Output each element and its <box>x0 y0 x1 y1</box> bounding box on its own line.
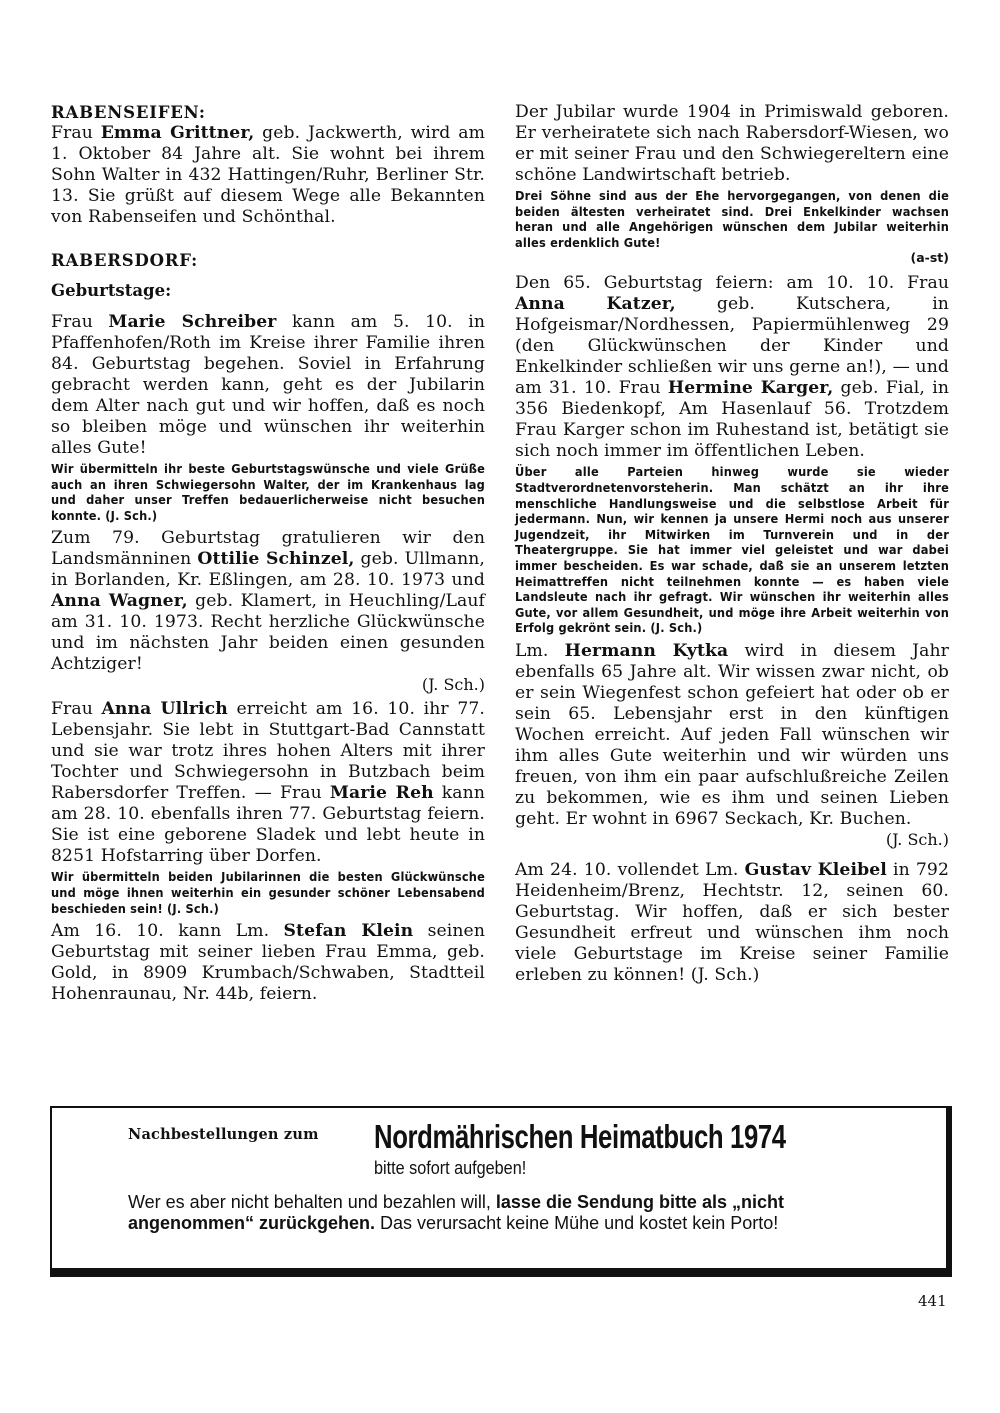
left-column <box>51 102 485 1005</box>
text: Frau <box>51 123 101 143</box>
note-karger: Über alle Parteien hinweg wurde sie wieder Stadtverordnetenvorsteherin. Man schätzt an ihr ihre menschliche Handlungsweise und die selbstlose Arbeit für jedermann. Nun, wir kennen ja unsere Hermi noch aus unserer Jugendzeit, ihr Mitwirken im Turnverein und in der Theatergruppe. Sie hat immer viel geleistet und war dabei immer bescheiden. Es war schade, daß sie an unserem letzten Heimattreffen nicht teilnehmen konnte — es haben viele Landsleute nach ihr gefragt. Wir wünschen ihr weiterhin alles Gute, vor allem Gesundheit, und möge ihre Arbeit weiterhin von Erfolg gekrönt sein. (J. Sch.) <box>515 464 950 636</box>
paragraph-kleibel <box>515 860 949 986</box>
advertisement-box <box>50 1106 952 1277</box>
paragraph-kytka <box>515 641 949 830</box>
person-name: Hermann Kytka <box>564 640 729 661</box>
text: Am 16. 10. kann Lm. <box>51 921 284 942</box>
text: erreicht am 16. 10. ihr 77. Lebensjahr. Sie lebt in Stuttgart-Bad Cannstatt und sie war trotz ihres hohen Alters mit ihrer Tochter und Schwiegersohn in Butzbach beim Rabersdorfer Treffen. — Frau <box>51 699 485 804</box>
paragraph-katzer-karger <box>515 273 949 462</box>
text: Das verursacht keine Mühe und kostet kein Porto! <box>375 1213 779 1233</box>
text: seinen Geburtstag mit seiner lieben Frau Emma, geb. Gold, in 8909 Krumbach/Schwaben, Stadtteil Hohenraunau, Nr. 44b, feiern. <box>51 921 485 1005</box>
person-name: Ottilie Schinzel, <box>197 549 355 570</box>
text: kann am 28. 10. ebenfalls ihren 77. Geburtstag feiern. Sie ist eine geborene Sladek und lebt heute in 8251 Hofstarring über Dorfen. <box>51 783 485 867</box>
paragraph-schreiber <box>51 312 485 459</box>
text: Frau <box>51 699 102 720</box>
person-name: Stefan Klein <box>283 921 414 942</box>
paragraph-jubilar: Der Jubilar wurde 1904 in Primiswald geboren. Er verheiratete sich nach Rabersdorf-Wiesen, wo er mit seiner Frau und den Schwiegereltern eine schöne Landwirtschaft betrieb. <box>515 102 949 185</box>
paragraph-ullrich-reh <box>51 699 485 867</box>
text: geb. Ullmann, in Borlanden, Kr. Eßlingen, am 28. 10. 1973 und <box>51 549 485 591</box>
right-column <box>515 102 949 986</box>
text: kann am 5. 10. in Pfaffenhofen/Roth im Kreise ihrer Familie ihren 84. Geburtstag begehen. Soviel in Erfahrung gebracht werden kann, geht es der Jubilarin dem Alter nach gut und wir hoffen, daß es noch so bleiben möge und wünschen ihr weiterhin alles Gute! <box>51 312 485 458</box>
text: Wer es aber nicht behalten und bezahlen will, <box>128 1192 496 1212</box>
paragraph-klein <box>51 921 485 1005</box>
text: geb. Jackwerth, wird am 1. Oktober 84 Jahre alt. Sie wohnt bei ihrem Sohn Walter in 432 Hattingen/Ruhr, Berliner Str. 13. Sie grüßt auf diesem Wege alle Bekannten von Rabenseifen und Schönthal. <box>51 123 485 227</box>
signature: (a-st) <box>910 250 949 266</box>
note-ullrich-reh: Wir übermitteln beiden Jubilarinnen die besten Glückwünsche und möge ihnen weiterhin ein gesunder schöner Lebensabend beschieden sein! (J. Sch.) <box>51 869 486 916</box>
section-heading-rabenseifen: RABENSEIFEN: <box>51 103 206 122</box>
signature: (J. Sch.) <box>885 829 949 849</box>
text: Frau <box>51 312 109 332</box>
person-name: Anna Wagner, <box>51 591 188 612</box>
person-name: Emma Grittner, <box>100 123 255 143</box>
ad-lead-text: Nachbestellungen zum <box>128 1126 319 1143</box>
text: Zum 79. Geburtstag gratulieren wir den Landsmänninen <box>51 528 485 570</box>
text: geb. Kutschera, in Hofgeismar/Nordhessen, Papiermühlenweg 29 (den Glückwünschen der Kinder und Enkelkinder schließen wir uns gerne an!), — und am 31. 10. Frau <box>515 294 949 399</box>
signature: (J. Sch.) <box>421 675 485 695</box>
paragraph-schinzel-wagner <box>51 528 485 675</box>
text: geb. Klamert, in Heuchling/Lauf am 31. 10. 1973. Recht herzliche Glückwünsche und im nächsten Jahr beiden einen gesunden Achtziger! <box>51 591 485 675</box>
text: wird in diesem Jahr ebenfalls 65 Jahre alt. Wir wissen zwar nicht, ob er sein Wiegenfest schon gefeiert hat oder ob er sein 65. Lebensjahr erst in den künftigen Wochen erreicht. Auf jeden Fall wünschen wir ihm alles Gute weiterhin und wir würden uns freuen, von ihm ein paar aufschlußreiche Zeilen zu bekommen, wie es ihm und seinen Lieben geht. Er wohnt in 6967 Seckach, Kr. Buchen. <box>515 640 949 829</box>
person-name: Anna Katzer, <box>515 294 676 315</box>
person-name: Anna Ullrich <box>101 699 228 720</box>
ad-title: Nordmährischen Heimatbuch 1974 <box>374 1118 786 1155</box>
section-heading-rabersdorf: RABERSDORF: <box>51 251 199 270</box>
ad-subtitle: bitte sofort aufgeben! <box>374 1158 527 1178</box>
ad-body <box>128 1192 898 1234</box>
text: Am 24. 10. vollendet Lm. <box>515 859 745 880</box>
person-name: Hermine Karger, <box>667 378 834 399</box>
note-schreiber: Wir übermitteln ihr beste Geburtstagswünsche und viele Grüße auch an ihren Schwiegersohn Walter, der im Krankenhaus lag und daher unser Treffen bedauerlicherweise nicht besuchen konnte. (J. Sch.) <box>51 461 486 523</box>
emphasis: lasse die Sendung bitte als „nicht angenommen“ zurückgehen. <box>128 1192 784 1233</box>
text: Den 65. Geburtstag feiern: am 10. 10. Frau <box>515 273 949 294</box>
person-name: Marie Reh <box>329 783 434 804</box>
text: Lm. <box>515 640 565 661</box>
text: in 792 Heidenheim/Brenz, Hechtstr. 12, seinen 60. Geburtstag. Wir hoffen, daß er sich bester Gesundheit erfreut und wünschen ihm noch viele Geburtstage im Kreise seiner Familie erleben zu können! (J. Sch.) <box>515 859 949 985</box>
paragraph-grittner <box>51 123 485 228</box>
subheading-geburtstage: Geburtstage: <box>51 281 172 300</box>
page-number: 441 <box>918 1292 947 1310</box>
text: geb. Fial, in 356 Biedenkopf, Am Hasenlauf 56. Trotzdem Frau Karger schon im Ruhestand ist, betätigt sie sich noch immer im öffentlichen Leben. <box>515 378 949 462</box>
person-name: Gustav Kleibel <box>744 859 887 880</box>
note-jubilar: Drei Söhne sind aus der Ehe hervorgegangen, von denen die beiden ältesten verheiratet sind. Drei Enkelkinder wachsen heran und alle Angehörigen wünschen dem Jubilar weiterhin alles erdenklich Gute! <box>515 188 950 250</box>
person-name: Marie Schreiber <box>108 312 277 332</box>
